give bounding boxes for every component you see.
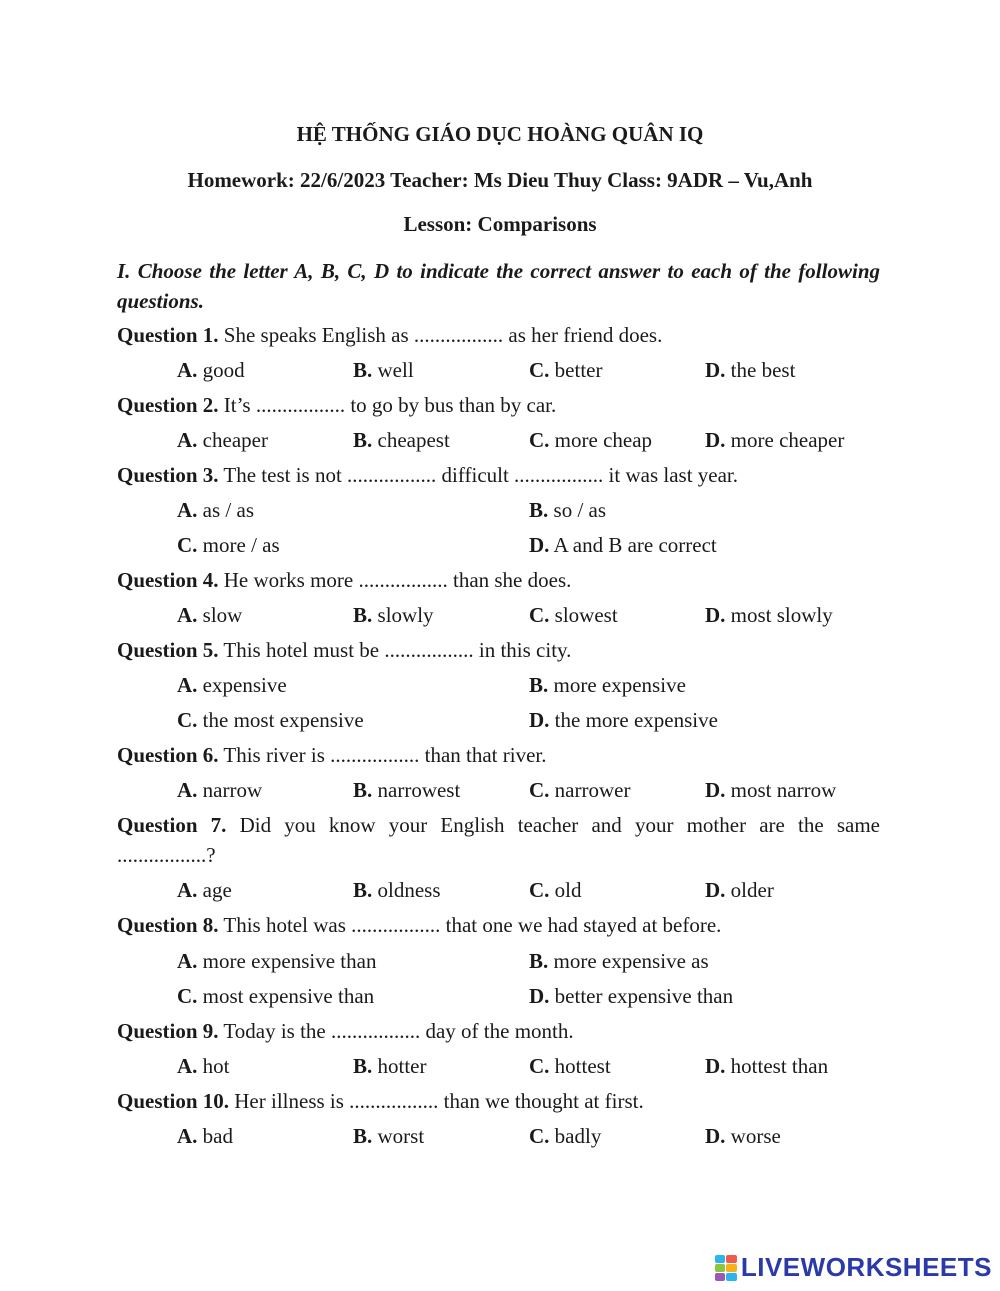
- option-b[interactable]: [529, 495, 606, 525]
- question-text: Did you know your English teacher and your mother are the same .................?: [117, 813, 880, 867]
- brand-name: LIVEWORKSHEETS: [740, 1252, 992, 1282]
- option-b[interactable]: [353, 1121, 424, 1151]
- option-text: worst: [372, 1124, 425, 1148]
- option-letter: B.: [353, 878, 373, 902]
- question-text: Today is the ................. day of the month.: [218, 1019, 574, 1043]
- option-text: slowly: [372, 603, 434, 627]
- option-text: hottest than: [725, 1054, 829, 1078]
- option-text: slow: [197, 603, 243, 627]
- option-d[interactable]: [705, 355, 795, 385]
- option-text: narrowest: [372, 778, 461, 802]
- option-letter: D.: [529, 708, 550, 732]
- option-b[interactable]: [529, 946, 709, 976]
- option-b[interactable]: [353, 775, 460, 805]
- option-text: better: [549, 358, 603, 382]
- option-text: old: [549, 878, 582, 902]
- option-text: hotter: [372, 1054, 427, 1078]
- option-c[interactable]: [177, 705, 364, 735]
- question-label: Question 5.: [117, 638, 219, 662]
- option-text: so / as: [548, 498, 607, 522]
- question-label: Question 3.: [117, 463, 219, 487]
- question-label: Question 10.: [117, 1089, 230, 1113]
- option-letter: C.: [177, 708, 198, 732]
- option-letter: B.: [353, 603, 373, 627]
- option-c[interactable]: [529, 600, 618, 630]
- option-a[interactable]: [177, 1121, 233, 1151]
- option-b[interactable]: [353, 1051, 427, 1081]
- question-text: The test is not ................. difficult ................. it was last year.: [218, 463, 739, 487]
- option-letter: C.: [177, 533, 198, 557]
- option-c[interactable]: [529, 425, 652, 455]
- option-letter: C.: [529, 428, 550, 452]
- option-d[interactable]: [529, 705, 718, 735]
- option-letter: D.: [529, 533, 550, 557]
- option-text: more cheaper: [725, 428, 845, 452]
- option-a[interactable]: [177, 875, 232, 905]
- option-letter: D.: [705, 878, 726, 902]
- option-d[interactable]: [705, 1121, 781, 1151]
- option-letter: D.: [705, 1124, 726, 1148]
- question-label: Question 8.: [117, 913, 219, 937]
- question-label: Question 7.: [117, 813, 227, 837]
- question-7: [117, 810, 880, 870]
- question-text: This hotel must be ................. in this city.: [218, 638, 572, 662]
- option-letter: D.: [705, 358, 726, 382]
- option-a[interactable]: [177, 775, 262, 805]
- question-text: This river is ................. than that river.: [218, 743, 547, 767]
- homework-info: Homework: 22/6/2023 Teacher: Ms Dieu Thuy Class: 9ADR – Vu,Anh: [187, 168, 813, 192]
- option-text: well: [372, 358, 414, 382]
- liveworksheets-logo-icon: [715, 1255, 737, 1281]
- option-d[interactable]: [705, 425, 844, 455]
- option-text: age: [197, 878, 232, 902]
- option-text: more expensive as: [548, 949, 709, 973]
- option-text: narrow: [197, 778, 263, 802]
- option-a[interactable]: [177, 425, 268, 455]
- option-text: most narrow: [725, 778, 837, 802]
- option-letter: C.: [529, 1124, 550, 1148]
- question-3: [117, 460, 880, 490]
- option-letter: A.: [177, 949, 198, 973]
- option-letter: D.: [529, 984, 550, 1008]
- option-letter: B.: [529, 498, 549, 522]
- option-d[interactable]: [705, 1051, 828, 1081]
- option-text: as / as: [197, 498, 254, 522]
- option-letter: C.: [529, 603, 550, 627]
- option-text: more cheap: [549, 428, 653, 452]
- option-letter: B.: [529, 949, 549, 973]
- option-b[interactable]: [353, 600, 434, 630]
- option-text: most slowly: [725, 603, 833, 627]
- option-text: hot: [197, 1054, 230, 1078]
- option-c[interactable]: [177, 981, 374, 1011]
- option-letter: B.: [353, 778, 373, 802]
- option-text: badly: [549, 1124, 602, 1148]
- question-10: [117, 1086, 880, 1116]
- option-letter: A.: [177, 778, 198, 802]
- option-text: more expensive than: [197, 949, 377, 973]
- option-text: the more expensive: [549, 708, 718, 732]
- option-d[interactable]: [529, 530, 717, 560]
- question-text: It’s ................. to go by bus than by car.: [218, 393, 557, 417]
- option-letter: B.: [353, 1054, 373, 1078]
- option-d[interactable]: [529, 981, 733, 1011]
- option-a[interactable]: [177, 600, 242, 630]
- question-4: [117, 565, 880, 595]
- option-letter: C.: [529, 778, 550, 802]
- option-letter: D.: [705, 1054, 726, 1078]
- option-letter: C.: [529, 878, 550, 902]
- option-letter: A.: [177, 358, 198, 382]
- option-text: oldness: [372, 878, 441, 902]
- option-text: most expensive than: [197, 984, 375, 1008]
- question-2: [117, 390, 880, 420]
- option-letter: B.: [353, 1124, 373, 1148]
- option-text: A and B are correct: [549, 533, 717, 557]
- option-text: more expensive: [548, 673, 686, 697]
- question-label: Question 2.: [117, 393, 219, 417]
- option-a[interactable]: [177, 1051, 230, 1081]
- question-6: [117, 740, 880, 770]
- option-text: more / as: [197, 533, 280, 557]
- option-text: better expensive than: [549, 984, 734, 1008]
- option-letter: A.: [177, 428, 198, 452]
- option-letter: A.: [177, 878, 198, 902]
- option-letter: A.: [177, 1054, 198, 1078]
- lesson-title: Lesson: Comparisons: [403, 212, 597, 236]
- option-b[interactable]: [353, 875, 441, 905]
- question-text: This hotel was ................. that one we had stayed at before.: [218, 913, 722, 937]
- option-text: narrower: [549, 778, 631, 802]
- option-text: cheapest: [372, 428, 450, 452]
- question-8: [117, 910, 880, 940]
- question-label: Question 1.: [117, 323, 219, 347]
- option-c[interactable]: [529, 775, 630, 805]
- option-letter: D.: [705, 428, 726, 452]
- question-text: Her illness is ................. than we thought at first.: [229, 1089, 644, 1113]
- school-title: HỆ THỐNG GIÁO DỤC HOÀNG QUÂN IQ: [296, 122, 704, 146]
- question-label: Question 4.: [117, 568, 219, 592]
- option-text: expensive: [197, 673, 287, 697]
- option-a[interactable]: [177, 670, 287, 700]
- option-text: worse: [725, 1124, 781, 1148]
- option-letter: D.: [705, 778, 726, 802]
- option-letter: C.: [177, 984, 198, 1008]
- question-1: [117, 320, 880, 350]
- option-a[interactable]: [177, 946, 376, 976]
- option-text: the best: [725, 358, 796, 382]
- option-c[interactable]: [529, 875, 582, 905]
- section-instruction: I. Choose the letter A, B, C, D to indicate the correct answer to each of the following questions.: [117, 259, 880, 313]
- option-text: older: [725, 878, 774, 902]
- option-c[interactable]: [529, 1051, 611, 1081]
- option-letter: B.: [353, 428, 373, 452]
- option-c[interactable]: [529, 1121, 601, 1151]
- option-c[interactable]: [177, 530, 280, 560]
- option-a[interactable]: [177, 495, 254, 525]
- option-letter: B.: [353, 358, 373, 382]
- option-text: slowest: [549, 603, 618, 627]
- option-letter: A.: [177, 1124, 198, 1148]
- option-a[interactable]: [177, 355, 245, 385]
- option-letter: D.: [705, 603, 726, 627]
- option-letter: A.: [177, 498, 198, 522]
- option-letter: C.: [529, 358, 550, 382]
- question-text: He works more ................. than she does.: [218, 568, 572, 592]
- option-d[interactable]: [705, 875, 774, 905]
- option-c[interactable]: [529, 355, 602, 385]
- option-d[interactable]: [705, 600, 833, 630]
- option-text: bad: [197, 1124, 233, 1148]
- option-letter: B.: [529, 673, 549, 697]
- option-b[interactable]: [353, 355, 414, 385]
- option-text: the most expensive: [197, 708, 364, 732]
- option-letter: A.: [177, 603, 198, 627]
- option-b[interactable]: [353, 425, 450, 455]
- option-d[interactable]: [705, 775, 836, 805]
- question-text: She speaks English as ................. as her friend does.: [218, 323, 663, 347]
- question-label: Question 6.: [117, 743, 219, 767]
- question-5: [117, 635, 880, 665]
- question-9: [117, 1016, 880, 1046]
- option-b[interactable]: [529, 670, 686, 700]
- liveworksheets-brand[interactable]: [715, 1252, 992, 1283]
- question-label: Question 9.: [117, 1019, 219, 1043]
- option-text: cheaper: [197, 428, 268, 452]
- option-text: good: [197, 358, 245, 382]
- option-text: hottest: [549, 1054, 611, 1078]
- option-letter: C.: [529, 1054, 550, 1078]
- option-letter: A.: [177, 673, 198, 697]
